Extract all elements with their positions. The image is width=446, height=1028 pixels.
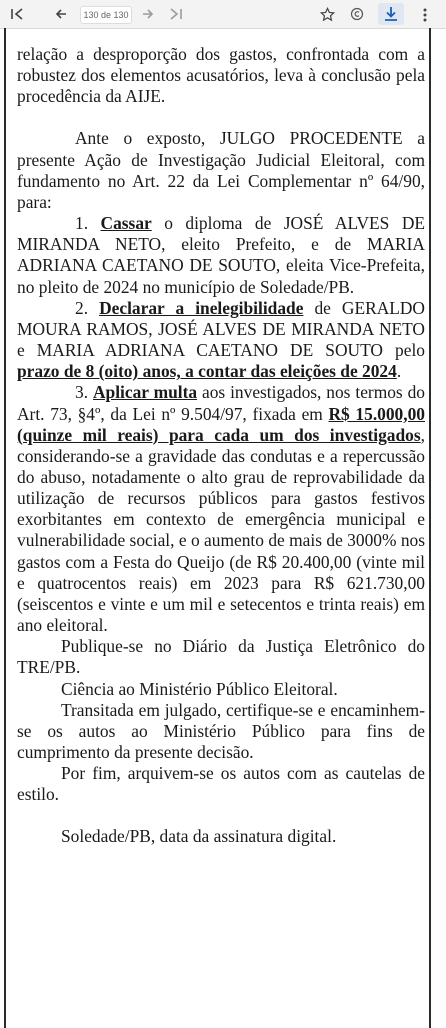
item-inelegibilidade [17,298,425,383]
paragraph-arquivem: Por fim, arquivem-se os autos com as cautelas de estilo. [17,763,425,805]
paragraph-conclusion: relação a desproporção dos gastos, confrontada com a robustez dos elementos acusatórios, leva à conclusão pela procedência da AIJE. [17,44,425,107]
bold-term: prazo de 8 (oito) anos, a contar das eleições de 2024 [17,361,397,382]
bold-term: Declarar a inelegibilidade [99,297,304,318]
pdf-toolbar [0,0,446,29]
bold-term: Cassar [100,213,152,234]
paragraph-transitada: Transitada em julgado, certifique-se e encaminhem-se os autos ao Ministério Público para fins de cumprimento da presente decisão. [17,699,425,762]
last-page-icon[interactable] [165,4,187,24]
first-page-icon[interactable] [6,4,28,24]
item-text: o diploma de JOSÉ ALVES DE MIRANDA NETO, eleito Prefeito, e de MARIA ADRIANA CAETANO DE SOUTO, eleita Vice-Prefeita, no pleito de 2024 no município de Soledade/PB. [17,213,425,297]
item-number: 2. [75,297,89,318]
bold-term: Aplicar multa [92,382,198,403]
copyright-icon[interactable] [346,4,368,24]
download-icon[interactable] [378,3,404,25]
page-indicator[interactable]: 130 de 130 [80,6,132,24]
item-multa [17,382,425,636]
more-icon[interactable] [414,4,436,24]
item-text: , considerando-se a gravidade das condutas e a repercussão do abuso, notadamente o alto grau de reprovabilidade da utilização de recursos públicos para gastos festivos exorbitantes em contexto de emergência municipal e vulnerabilidade social, e o aumento de mais de 3000% nos gastos com a Festa do Queijo (de R$ 20.400,00 (vinte mil e quatrocentos reais) em 2023 para R$ 621.730,00 (seiscentos e vinte e um mil e setecentos e trinta reais) em ano eleitoral. [17,424,425,636]
document-body [17,44,425,848]
bold-term: R$ 15.000,00 (quinze mil reais) para cada um dos investigados [17,403,425,445]
paragraph-publique: Publique-se no Diário da Justiça Eletrônico do TRE/PB. [17,636,425,678]
document-page [4,28,431,1028]
item-text: de GERALDO MOURA RAMOS, JOSÉ ALVES DE MIRANDA NETO e MARIA ADRIANA CAETANO DE SOUTO pelo [17,297,425,361]
item-number: 1. [75,213,89,234]
forward-arrow-icon[interactable] [137,4,159,24]
star-icon[interactable] [316,4,338,24]
back-arrow-icon[interactable] [50,4,72,24]
item-cassar [17,213,425,298]
item-text: . [396,361,402,382]
paragraph-ciencia: Ciência ao Ministério Público Eleitoral. [61,678,338,699]
item-number: 3. [75,382,89,403]
paragraph-assinatura: Soledade/PB, data da assinatura digital. [61,826,337,847]
paragraph-ruling: Ante o exposto, JULGO PROCEDENTE a presente Ação de Investigação Judicial Eleitoral, com fundamento no Art. 22 da Lei Complementar nº 64/90, para: [17,128,425,212]
item-text: aos investigados, nos termos do Art. 73, §4º, da Lei nº 9.504/97, fixada em [17,382,425,424]
